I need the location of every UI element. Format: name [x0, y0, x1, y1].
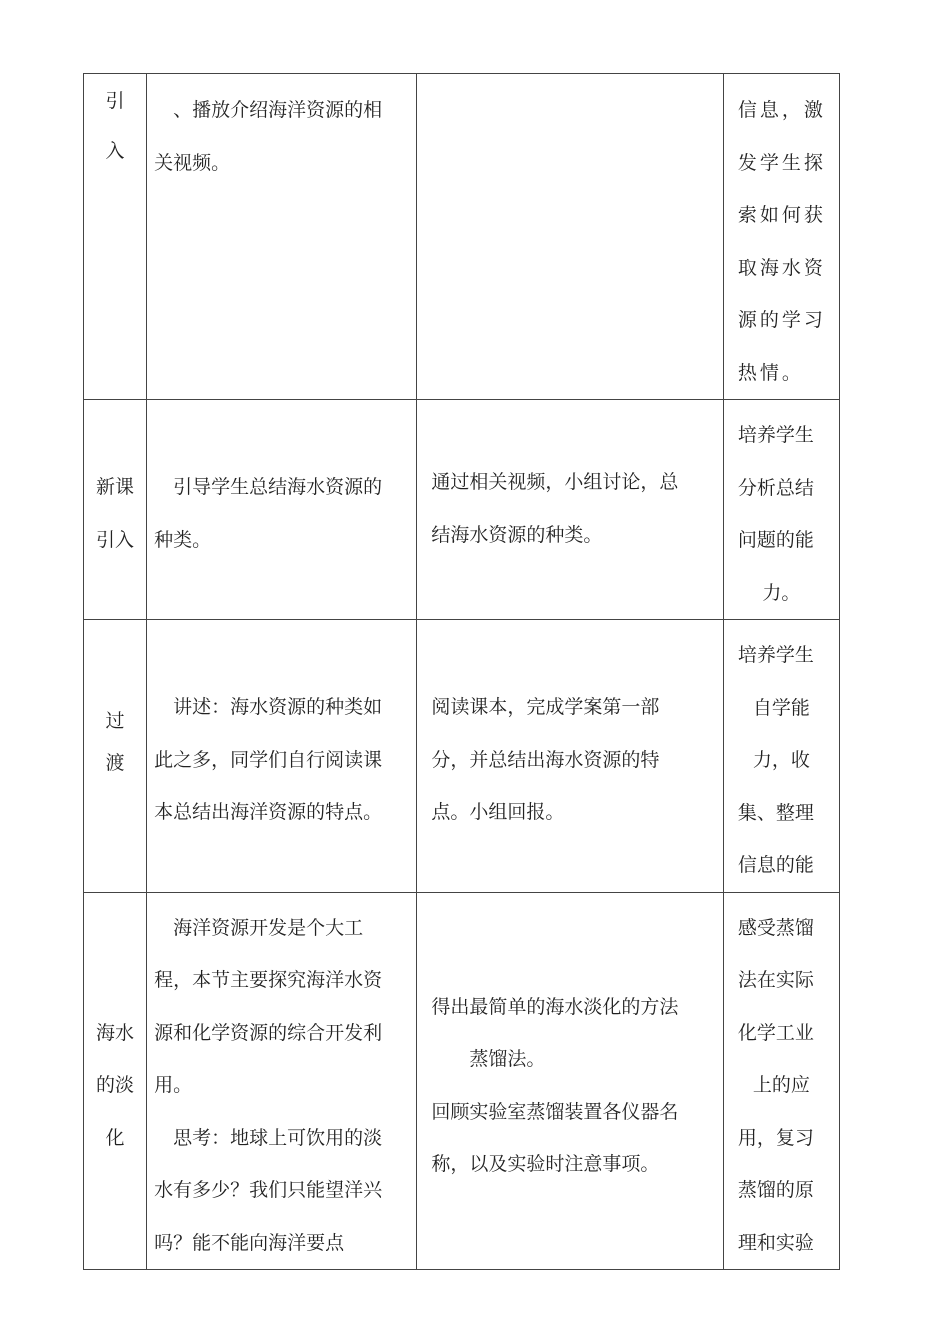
intent-text: 力。 — [762, 581, 801, 604]
student-text: 结海水资源的种类。 — [431, 523, 603, 546]
teacher-activity-cell — [147, 892, 417, 1270]
intent-text: 源的学习 — [737, 309, 826, 331]
intent-text: 热情。 — [737, 361, 804, 384]
stage-text: 引入 — [96, 528, 135, 551]
stage-text: 新课 — [96, 476, 135, 498]
intent-text: 上的应 — [752, 1074, 810, 1096]
teacher-text: 海洋资源开发是个大工 — [154, 916, 364, 939]
table-row — [84, 620, 840, 893]
intent-text: 取海水资 — [737, 256, 826, 279]
lesson-plan-table — [83, 73, 840, 1270]
stage-cell — [84, 620, 147, 893]
intent-text: 信息，激 — [737, 99, 826, 121]
teacher-text: 用。 — [154, 1074, 193, 1096]
teacher-text: 思考：地球上可饮用的淡 — [154, 1126, 383, 1149]
intent-text: 用，复习 — [737, 1126, 814, 1149]
design-intent-cell — [723, 400, 839, 620]
intent-text: 培养学生 — [737, 424, 814, 446]
intent-text: 蒸馏的原 — [737, 1179, 814, 1201]
intent-text: 问题的能 — [737, 529, 814, 551]
design-intent-cell — [723, 620, 839, 893]
intent-text: 信息的能 — [737, 854, 814, 876]
student-activity-cell — [417, 74, 723, 400]
teacher-text: 程，本节主要探究海洋水资 — [154, 969, 383, 991]
teacher-text: 此之多，同学们自行阅读课 — [154, 748, 383, 771]
stage-cell — [84, 400, 147, 620]
student-activity-cell — [417, 892, 723, 1270]
intent-text: 理和实验 — [737, 1231, 814, 1254]
stage-text: 过 — [105, 710, 125, 732]
stage-text: 的淡 — [96, 1074, 135, 1096]
teacher-activity-cell — [147, 74, 417, 400]
stage-text: 引 — [105, 90, 125, 112]
student-text: 通过相关视频，小组讨论，总 — [431, 471, 679, 493]
intent-text: 发学生探 — [737, 151, 826, 174]
teacher-text: 吗？能不能向海洋要点 — [154, 1231, 345, 1254]
teacher-text: 讲述：海水资源的种类如 — [154, 696, 383, 718]
intent-text: 索如何获 — [737, 204, 826, 226]
table-row — [84, 400, 840, 620]
student-text: 点。小组回报。 — [431, 801, 565, 823]
stage-cell — [84, 892, 147, 1270]
teacher-text: 水有多少？我们只能望洋兴 — [154, 1179, 383, 1201]
teacher-text: 源和化学资源的综合开发利 — [154, 1021, 383, 1044]
intent-text: 力，收 — [752, 749, 810, 771]
stage-text: 海水 — [96, 1021, 135, 1044]
teacher-text: 、播放介绍海洋资源的相 — [154, 99, 383, 121]
table-row — [84, 892, 840, 1270]
intent-text: 化学工业 — [737, 1021, 814, 1044]
intent-text: 集、整理 — [737, 801, 814, 824]
teacher-text: 种类。 — [154, 528, 212, 551]
student-text: 阅读课本，完成学案第一部 — [431, 696, 660, 718]
teacher-text: 引导学生总结海水资源的 — [154, 476, 383, 498]
student-activity-cell — [417, 620, 723, 893]
stage-text: 化 — [105, 1126, 125, 1149]
design-intent-cell — [723, 892, 839, 1270]
student-text: 蒸馏法。 — [431, 1048, 546, 1070]
intent-text: 感受蒸馏 — [737, 916, 814, 939]
teacher-activity-cell — [147, 400, 417, 620]
intent-text: 自学能 — [752, 696, 810, 719]
stage-cell — [84, 74, 147, 400]
student-text: 分，并总结出海水资源的特 — [431, 748, 660, 771]
student-activity-cell — [417, 400, 723, 620]
teacher-activity-cell — [147, 620, 417, 893]
student-text: 回顾实验室蒸馏装置各仪器名 — [431, 1100, 679, 1123]
table-row — [84, 74, 840, 400]
stage-text: 入 — [105, 140, 125, 162]
intent-text: 培养学生 — [737, 644, 814, 666]
student-text: 称，以及实验时注意事项。 — [431, 1153, 660, 1175]
intent-text: 法在实际 — [737, 969, 814, 991]
teacher-text: 本总结出海洋资源的特点。 — [154, 801, 383, 823]
teacher-text: 关视频。 — [154, 151, 231, 174]
stage-text: 渡 — [105, 752, 125, 774]
intent-text: 分析总结 — [737, 476, 814, 499]
student-text: 得出最简单的海水淡化的方法 — [431, 995, 679, 1018]
design-intent-cell — [723, 74, 839, 400]
